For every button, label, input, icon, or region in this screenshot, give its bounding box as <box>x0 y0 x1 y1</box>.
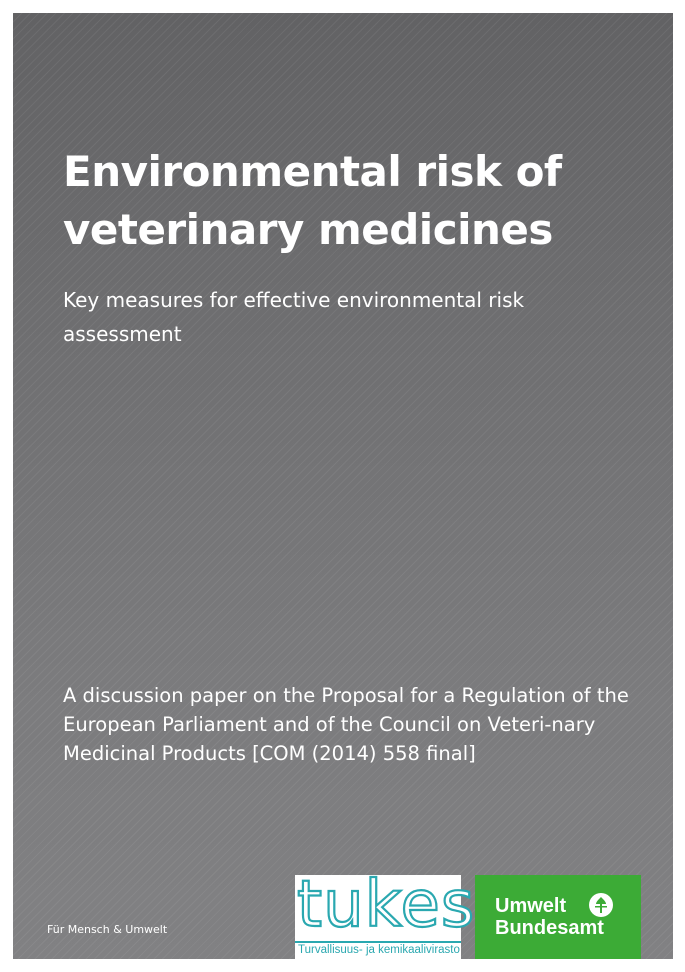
document-subtitle: Key measures for effective environmental risk assessment <box>63 288 525 346</box>
tukes-logo <box>295 868 476 959</box>
tukes-wordmark: tukes <box>297 868 476 942</box>
uba-emblem-icon <box>588 892 614 918</box>
uba-logo-line2: Bundesamt <box>495 917 604 939</box>
publisher-tagline: Für Mensch & Umwelt <box>47 923 168 936</box>
uba-logo-line1: Umwelt <box>495 895 567 917</box>
document-cover <box>13 13 673 959</box>
document-title: Environmental risk of veterinary medicines <box>63 147 562 254</box>
umweltbundesamt-logo <box>475 875 641 959</box>
document-description: A discussion paper on the Proposal for a Regulation of the European Parliament and of the Council on Veteri-nary Medicinal Products [COM (2014) 558 final] <box>63 684 629 765</box>
tukes-logo-subtitle: Turvallisuus- ja kemikaalivirasto <box>295 941 461 959</box>
